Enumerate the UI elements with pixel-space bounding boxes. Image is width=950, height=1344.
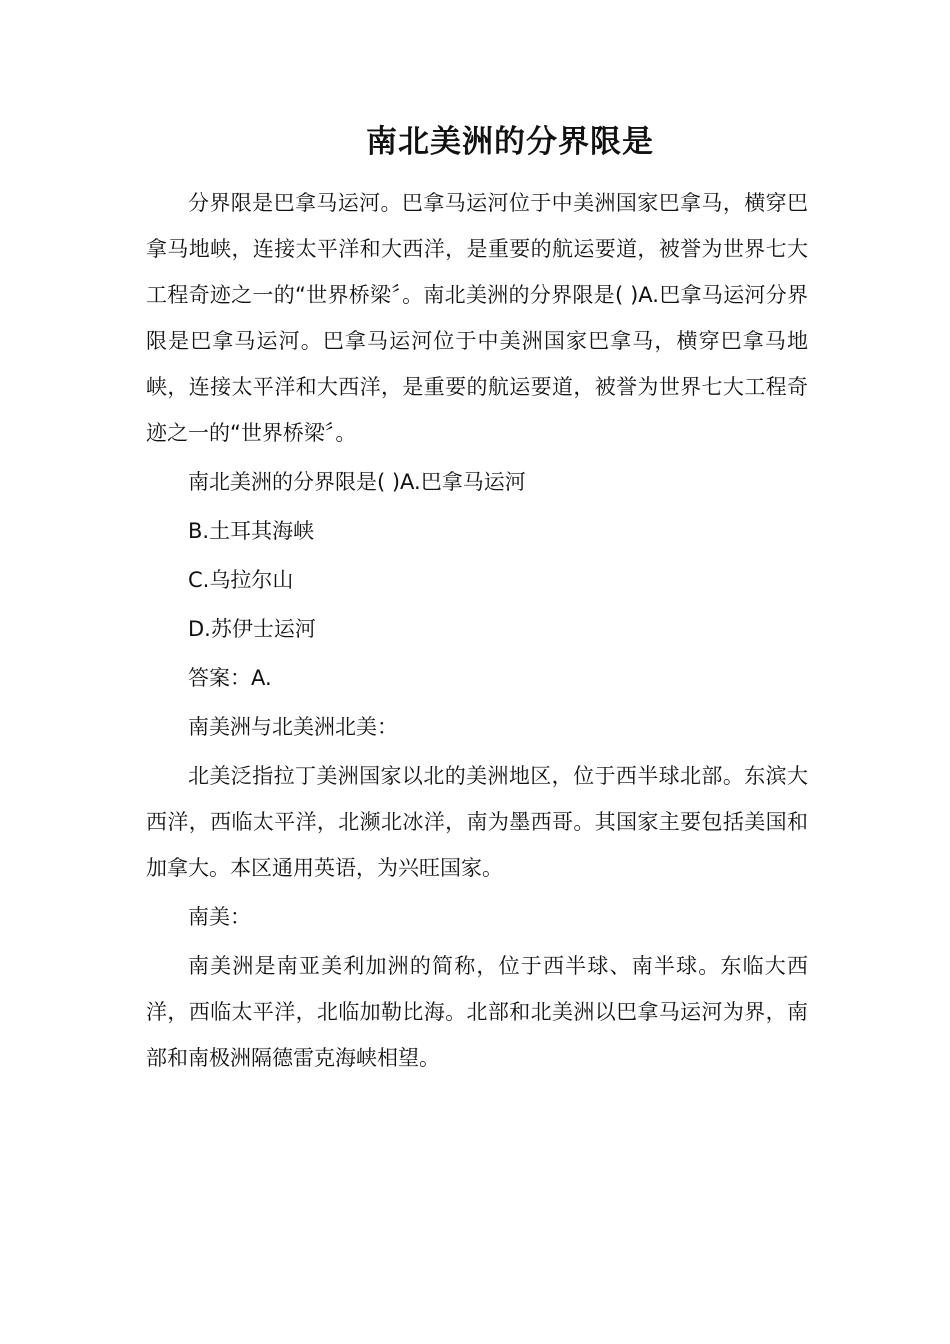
paragraph-north-america: 北美泛指拉丁美洲国家以北的美洲地区，位于西半球北部。东滨大西洋，西临太平洋，北濒北冰洋，南为墨西哥。其国家主要包括美国和加拿大。本区通用英语，为兴旺国家。 <box>146 764 808 880</box>
document-body <box>146 180 808 1084</box>
paragraph-question: 南北美洲的分界限是( )A.巴拿马运河 <box>188 470 526 494</box>
paragraph-section-heading: 南美洲与北美洲北美： <box>188 715 398 739</box>
paragraph-option-c: C.乌拉尔山 <box>188 568 294 592</box>
document-title: 南北美洲的分界限是 <box>366 124 654 160</box>
paragraph-south-america: 南美洲是南亚美利加洲的简称，位于西半球、南半球。东临大西洋，西临太平洋，北临加勒比海。北部和北美洲以巴拿马运河为界，南部和南极洲隔德雷克海峡相望。 <box>146 954 808 1070</box>
paragraph-option-d: D.苏伊士运河 <box>188 617 316 641</box>
paragraph-answer: 答案：A. <box>188 666 272 690</box>
paragraph-south-heading: 南美： <box>188 905 251 929</box>
paragraph-option-b: B.土耳其海峡 <box>188 519 315 543</box>
paragraph-intro: 分界限是巴拿马运河。巴拿马运河位于中美洲国家巴拿马，横穿巴拿马地峡，连接太平洋和大西洋，是重要的航运要道，被誉为世界七大工程奇迹之一的“世界桥梁〞。南北美洲的分界限是( )A.巴拿马运河分界限是巴拿马运河。巴拿马运河位于中美洲国家巴拿马，横穿巴拿马地峡，连接太平洋和大西洋，是重要的航运要道，被誉为世界七大工程奇迹之一的“世界桥梁〞。 <box>146 191 808 445</box>
